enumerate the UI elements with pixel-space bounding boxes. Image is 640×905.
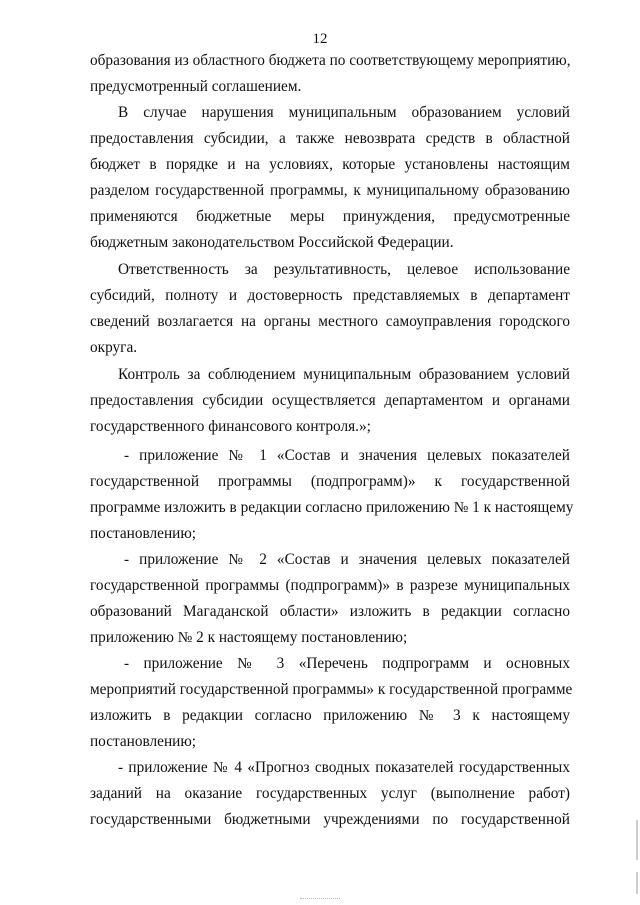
text-line: субсидий, полноту и достоверность представляемых в департамент [90, 287, 570, 304]
text-line: - приложение № 4 «Прогноз сводных показателей государственных [118, 759, 570, 776]
text-line: заданий на оказание государственных услуг (выполнение работ) [90, 785, 570, 802]
text-line: предоставления субсидии осуществляется департаментом и органами [90, 392, 570, 409]
text-line: государственного финансового контроля.»; [90, 418, 371, 435]
text-line: В случае нарушения муниципальным образованием условий [118, 104, 570, 121]
paragraph-control [90, 362, 570, 440]
text-line: разделом государственной программы, к муниципальному образованию [90, 182, 570, 199]
text-line: программе изложить в редакции согласно приложению № 1 к настоящему [90, 499, 574, 516]
text-line: Контроль за соблюдением муниципальным образованием условий [118, 366, 570, 383]
text-line: постановлению; [90, 733, 196, 750]
scan-edge-mark [636, 872, 638, 894]
text-line: постановлению; [90, 525, 196, 542]
text-line: сведений возлагается на органы местного самоуправления городского [90, 313, 570, 330]
page-number: 12 [312, 31, 328, 47]
text-line: государственной программы (подпрограмм)» в разрезе муниципальных [90, 577, 570, 594]
list-item-appendix-1 [90, 443, 574, 547]
text-line: Ответственность за результативность, целевое использование [118, 261, 570, 278]
text-line: - приложение № 3 «Перечень подпрограмм и основных [124, 655, 570, 672]
scan-bottom-artifact [300, 898, 340, 901]
text-line: предусмотренный соглашением. [90, 78, 302, 95]
text-line: предоставления субсидии, а также невозврата средств в областной [90, 130, 570, 147]
list-item-appendix-3 [90, 651, 573, 755]
scan-edge-mark [636, 820, 638, 860]
paragraph-violation-measures [90, 100, 570, 256]
text-line: государственными бюджетными учреждениями по государственной [90, 811, 570, 828]
list-item-appendix-4 [90, 755, 570, 833]
text-line: образования из областного бюджета по соответствующему мероприятию, [90, 52, 571, 69]
text-line: применяются бюджетные меры принуждения, предусмотренные [90, 208, 570, 225]
text-line: бюджет в порядке и на условиях, которые установлены настоящим [90, 156, 570, 173]
text-line: государственной программы (подпрограмм)» к государственной [90, 473, 570, 490]
text-line: изложить в редакции согласно приложению № 3 к настоящему [90, 707, 570, 724]
paragraph-responsibility [90, 257, 570, 361]
paragraph-continuation [90, 48, 570, 100]
list-item-appendix-2 [90, 547, 570, 651]
text-line: приложению № 2 к настоящему постановлению; [90, 629, 408, 646]
text-line: - приложение № 1 «Состав и значения целевых показателей [124, 447, 570, 464]
text-line: образований Магаданской области» изложить в редакции согласно [90, 603, 570, 620]
text-line: бюджетным законодательством Российской Федерации. [90, 234, 454, 251]
text-line: мероприятий государственной программы» к государственной программе [90, 681, 573, 698]
text-line: округа. [90, 339, 138, 356]
text-line: - приложение № 2 «Состав и значения целевых показателей [124, 551, 570, 568]
